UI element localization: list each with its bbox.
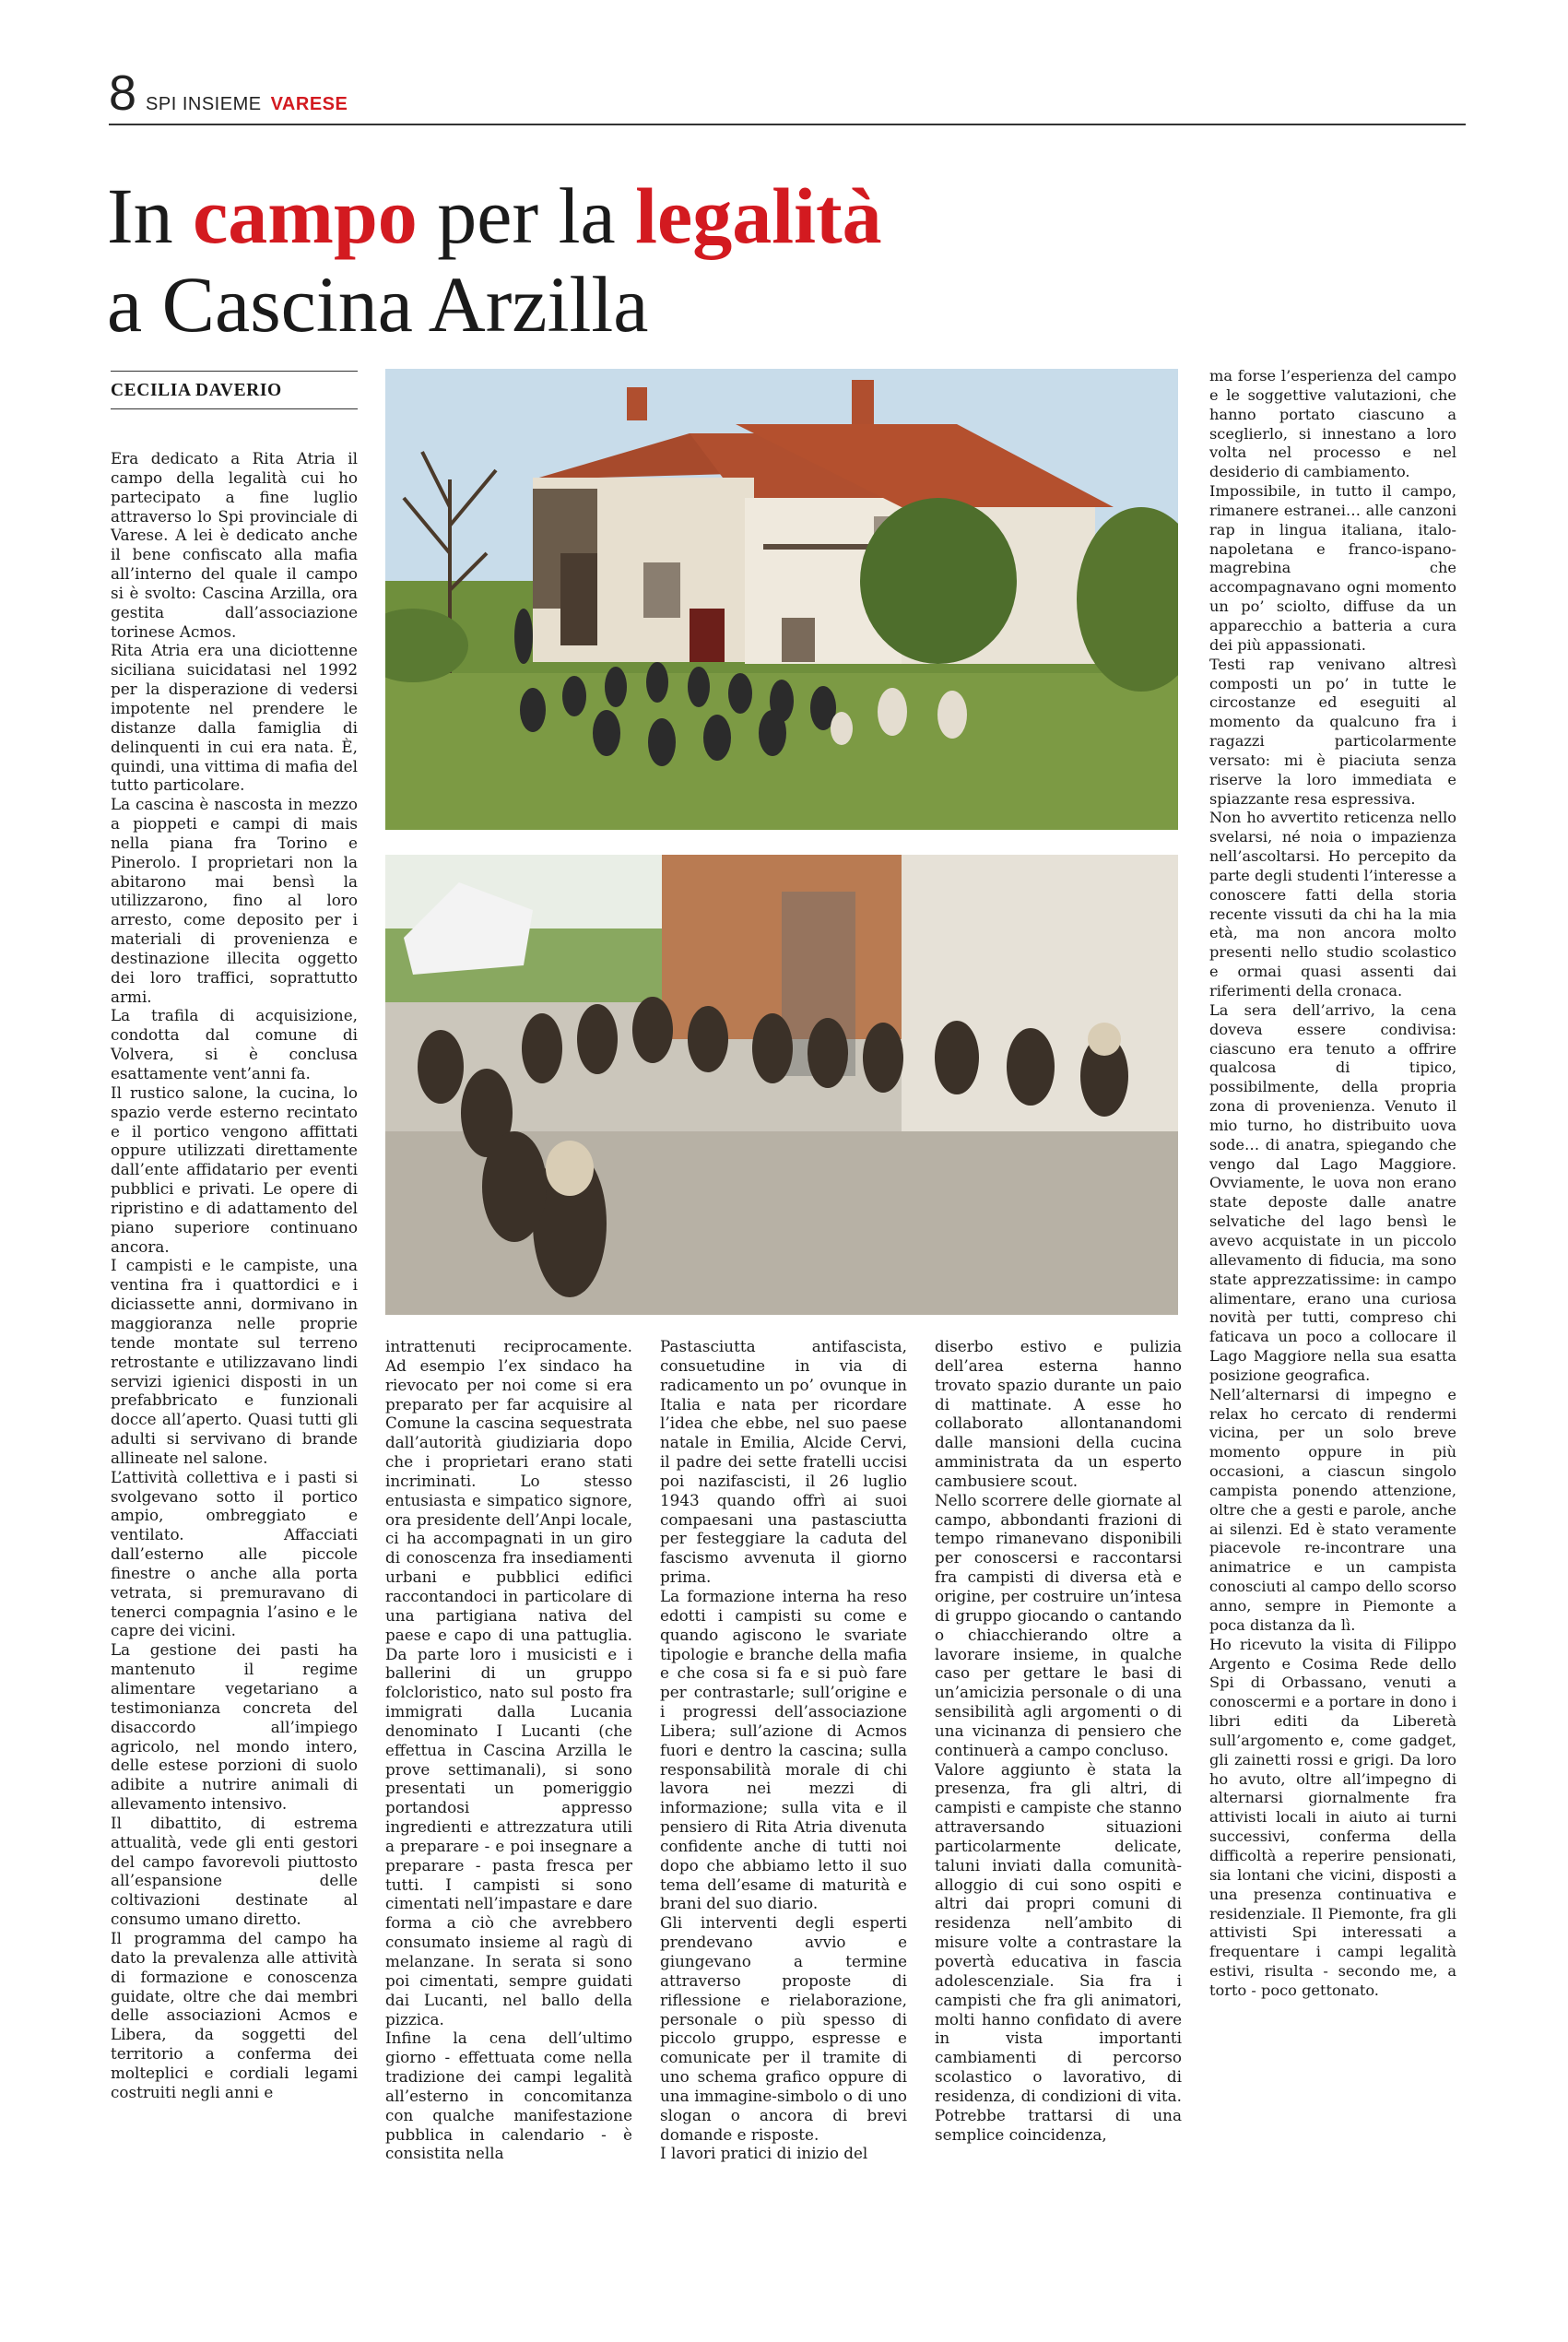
photo-portico-group	[385, 855, 1178, 1315]
article-column-1	[111, 449, 358, 2102]
paragraph: Pastasciutta antifascista, consuetudine in via di radicamento un po’ ovunque in Italia e nata per ricordare l’idea che ebbe, nel suo paese natale in Emilia, Alcide Cervi, il padre dei sette fratelli uccisi poi nazifascisti, il 26 luglio 1943 quando offrì ai suoi compaesani una pastasciutta per festeggiare la caduta del fascismo avvenuta il giorno prima.	[660, 1337, 907, 1587]
article-column-5	[1209, 367, 1456, 2001]
paragraph: Gli interventi degli esperti prendevano avvio e giungevano a termine attraverso proposte di riflessione e rielaborazione, personale o più spesso di piccolo gruppo, espresse e comunicate per il tramite di uno schema grafico oppure di una immagine-simbolo o di uno slogan o ancora di brevi domande e risposte.	[660, 1913, 907, 2144]
article-column-3	[660, 1337, 907, 2163]
paragraph: La cascina è nascosta in mezzo a pioppeti e campi di mais nella piana fra Torino e Pinerolo. I proprietari non la abitarono mai bensì la utilizzarono, fino al loro arresto, come deposito per i materiali di provenienza e destinazione illecita oggetto dei loro traffici, soprattutto armi.	[111, 795, 358, 1006]
section-name: VARESE	[270, 94, 348, 114]
paragraph: Il dibattito, di estrema attualità, vede gli enti gestori del campo favorevoli piuttosto all’espansione delle coltivazioni destinate al consumo umano diretto.	[111, 1813, 358, 1929]
paragraph: Testi rap venivano altresì composti un po’ in tutte le circostanze ed eseguiti al momento da qualcuno fra i ragazzi particolarmente versato: mi è piaciuta senza riserve la loro immediata e spiazzante resa espressiva.	[1209, 655, 1456, 808]
photo-cascina-exterior	[385, 369, 1178, 830]
byline-rule-bottom	[111, 408, 358, 409]
paragraph: La gestione dei pasti ha mantenuto il regime alimentare vegetariano a testimonianza concreta del disaccordo all’impiego agricolo, nel mondo intero, delle estese porzioni di suolo adibite a nutrire animali di allevamento intensivo.	[111, 1640, 358, 1814]
paragraph: Nello scorrere delle giornate al campo, abbondanti frazioni di tempo rimanevano disponibili per conoscersi e raccontarsi fra campisti di diversa età e origine, per costruire un’intesa di gruppo giocando o cantando o chiacchierando oltre a lavorare insieme, in qualche caso per gettare le basi di un’amicizia personale o di una sensibilità agli argomenti o di una vicinanza di pensiero che continuerà a campo concluso.	[935, 1490, 1182, 1759]
title-text: In	[107, 172, 194, 260]
paragraph: ma forse l’esperienza del campo e le soggettive valutazioni, che hanno portato ciascuno a sceglierlo, si innestano a loro volta nel processo e nel desiderio di cambiamento.	[1209, 367, 1456, 481]
page-number: 8	[109, 65, 137, 121]
photo-cascina-exterior-illustration	[385, 369, 1178, 830]
title-accent-legalita: legalità	[635, 172, 882, 260]
page-header	[109, 65, 348, 121]
paragraph: Rita Atria era una diciottenne siciliana suicidatasi nel 1992 per la disperazione di vedersi impotente nel prendere le distanze dalla famiglia di delinquenti in cui era nata. È, quindi, una vittima di mafia del tutto particolare.	[111, 641, 358, 795]
paragraph: Non ho avvertito reticenza nello svelarsi, né noia o impazienza nell’ascoltarsi. Ho percepito da parte degli studenti l’interesse a conoscere fatti della storia recente vissuti da chi ha la mia età, ma non ancora molto presenti nello studio scolastico e ormai quasi assenti dai riferimenti della cronaca.	[1209, 809, 1456, 999]
photo-portico-group-illustration	[385, 855, 1178, 1315]
paragraph: Il rustico salone, la cucina, lo spazio verde esterno recintato e il portico vengono affittati oppure utilizzati direttamente dall’ente affidatario per eventi pubblici e privati. Le opere di ripristino e di adattamento del piano superiore continuano ancora.	[111, 1082, 358, 1256]
paragraph: Ho ricevuto la visita di Filippo Argento e Cosima Rede dello Spi di Orbassano, venuti a conoscermi e a portare in dono i libri editi da Liberetà sull’argomento e, come gadget, gli zainetti rossi e grigi. Da loro ho avuto, oltre all’impegno di alternarsi giornalmente fra attivisti locali in aiuto ai turni successivi, conferma della difficoltà a reperire pensionati, sia lontani che vicini, disposti a una presenza continuativa e residenziale. Il Piemonte, fra gli attivisti Spi interessati a frequentare i campi legalità estivi, risulta - secondo me, a torto - poco gettonato.	[1209, 1635, 1456, 1999]
paragraph: I lavori pratici di inizio del	[660, 2144, 868, 2163]
paragraph: Valore aggiunto è stata la presenza, fra gli altri, di campisti e campiste che stanno attraversando situazioni particolarmente delicate, taluni inviati dalla comunità-alloggio di cui sono ospiti e altri dai propri comuni di residenza nell’ambito di misure volte a contrastare la povertà educativa in fascia adolescenziale. Sia fra i campisti che fra gli animatori, molti hanno confidato di avere in vista importanti cambiamenti di percorso scolastico o lavorativo, di residenza, di condizioni di vita. Potrebbe trattarsi di una semplice coincidenza,	[935, 1759, 1182, 2144]
title-line-2: a Cascina Arzilla	[107, 260, 649, 349]
author-byline: CECILIA DAVERIO	[111, 381, 282, 400]
title-text: per la	[417, 172, 636, 260]
byline-rule-top	[111, 371, 358, 372]
publication-name: SPI INSIEME	[146, 94, 262, 114]
paragraph: diserbo estivo e pulizia dell’area esterna hanno trovato spazio durante un paio di mattinate. A esse ho collaborato allontanandomi dalle mansioni della cucina amministrata da un esperto cambusiere scout.	[935, 1337, 1182, 1490]
article-title	[107, 172, 882, 349]
paragraph: La formazione interna ha reso edotti i campisti su come e quando agiscono le svariate tipologie e branche della mafia e che cosa si fa e si può fare per contrastarle; sull’origine e i progressi dell’associazione Libera; sull’azione di Acmos fuori e dentro la cascina; sulla responsabilità morale di chi lavora nei mezzi di informazione; sulla vita e il pensiero di Rita Atria divenuta confidente anche di tutti noi dopo che abbiamo letto il suo tema dell’esame di maturità e brani del suo diario.	[660, 1586, 907, 1913]
paragraph: La sera dell’arrivo, la cena doveva essere condivisa: ciascuno era tenuto a offrire qualcosa di tipico, possibilmente, della propria zona di provenienza. Venuto il mio turno, ho distribuito uova sode… di anatra, spiegando che vengo dal Lago Maggiore. Ovviamente, le uova non erano state deposte dalle anatre selvatiche del lago bensì le avevo acquistate in un piccolo allevamento di fiducia, ma sono state apprezzatissime: in campo alimentare, erano una curiosa novità per tutti, compreso chi faticava un poco a collocare il Lago Maggiore nella sua esatta posizione geografica.	[1209, 1000, 1456, 1384]
paragraph: L’attività collettiva e i pasti si svolgevano sotto il portico ampio, ombreggiato e ventilato. Affacciati dall’esterno alle piccole finestre o anche alla porta vetrata, si premuravano di tenerci compagnia l’asino e le capre dei vicini.	[111, 1467, 358, 1640]
paragraph: intrattenuti reciprocamente. Ad esempio l’ex sindaco ha rievocato per noi come si era preparato per far acquisire al Comune la cascina sequestrata dall’autorità giudiziaria dopo che i proprietari erano stati incriminati. Lo stesso entusiasta e simpatico signore, ora presidente dell’Anpi locale, ci ha accompagnati in un giro di conoscenza fra insediamenti urbani e pubblici edifici raccontandoci in particolare di una partigiana nativa del paese e capo di una pattuglia. Da parte loro i musicisti e i ballerini di un gruppo folcloristico, nato sul posto fra immigrati dalla Lucania denominato I Lucanti (che effettua in Cascina Arzilla le prove settimanali), si sono presentati un pomeriggio portandosi appresso ingredienti e attrezzatura utili a preparare - e poi insegnare a preparare - pasta fresca per tutti. I campisti si sono cimentati nell’impastare e dare forma a ciò che avrebbero consumato insieme al ragù di melanzane. In serata si sono poi cimentati, sempre guidati dai Lucanti, nel ballo della pizzica.	[385, 1337, 632, 2029]
article-column-2	[385, 1337, 632, 2163]
paragraph: Infine la cena dell’ultimo giorno - effettuata come nella tradizione dei campi legalità all’esterno in concomitanza con qualche manifestazione pubblica in calendario - è consistita nella	[385, 2029, 632, 2163]
header-rule	[109, 124, 1466, 125]
paragraph: I campisti e le campiste, una ventina fra i quattordici e i diciassette anni, dormivano in maggioranza nelle proprie tende montate sul terreno retrostante e utilizzavano lindi servizi igienici disposti in un prefabbricato e funzionali docce all’aperto. Quasi tutti gli adulti si servivano di brande allineate nel salone.	[111, 1256, 358, 1467]
paragraph: La trafila di acquisizione, condotta dal comune di Volvera, si è conclusa esattamente vent’anni fa.	[111, 1006, 358, 1082]
paragraph: Era dedicato a Rita Atria il campo della legalità cui ho partecipato a fine luglio attraverso lo Spi provinciale di Varese. A lei è dedicato anche il bene confiscato alla mafia all’interno del quale il campo si è svolto: Cascina Arzilla, ora gestita dall’associazione torinese Acmos.	[111, 449, 358, 641]
paragraph: Il programma del campo ha dato la prevalenza alle attività di formazione e conoscenza guidate, oltre che dai membri delle associazioni Acmos e Libera, da soggetti del territorio a conferma dei molteplici e cordiali legami costruiti negli anni e	[111, 1928, 358, 2101]
paragraph: Impossibile, in tutto il campo, rimanere estranei… alle canzoni rap in lingua italiana, italo-napoletana e franco-ispano-magrebina che accompagnavano ogni momento un po’ sciolto, diffuse da un apparecchio a batteria a cura dei più appassionati.	[1209, 482, 1456, 654]
title-accent-campo: campo	[193, 172, 418, 260]
paragraph: Nell’alternarsi di impegno e relax ho cercato di rendermi vicina, per un solo breve momento oppure in più occasioni, a ciascun singolo campista ponendo attenzione, oltre che a gesti e parole, anche ai silenzi. Ed è stato veramente piacevole re-incontrare una animatrice e un campista conosciuti al campo dello scorso anno, sempre in Piemonte a poca distanza da lì.	[1209, 1385, 1456, 1634]
article-column-4	[935, 1337, 1182, 2144]
